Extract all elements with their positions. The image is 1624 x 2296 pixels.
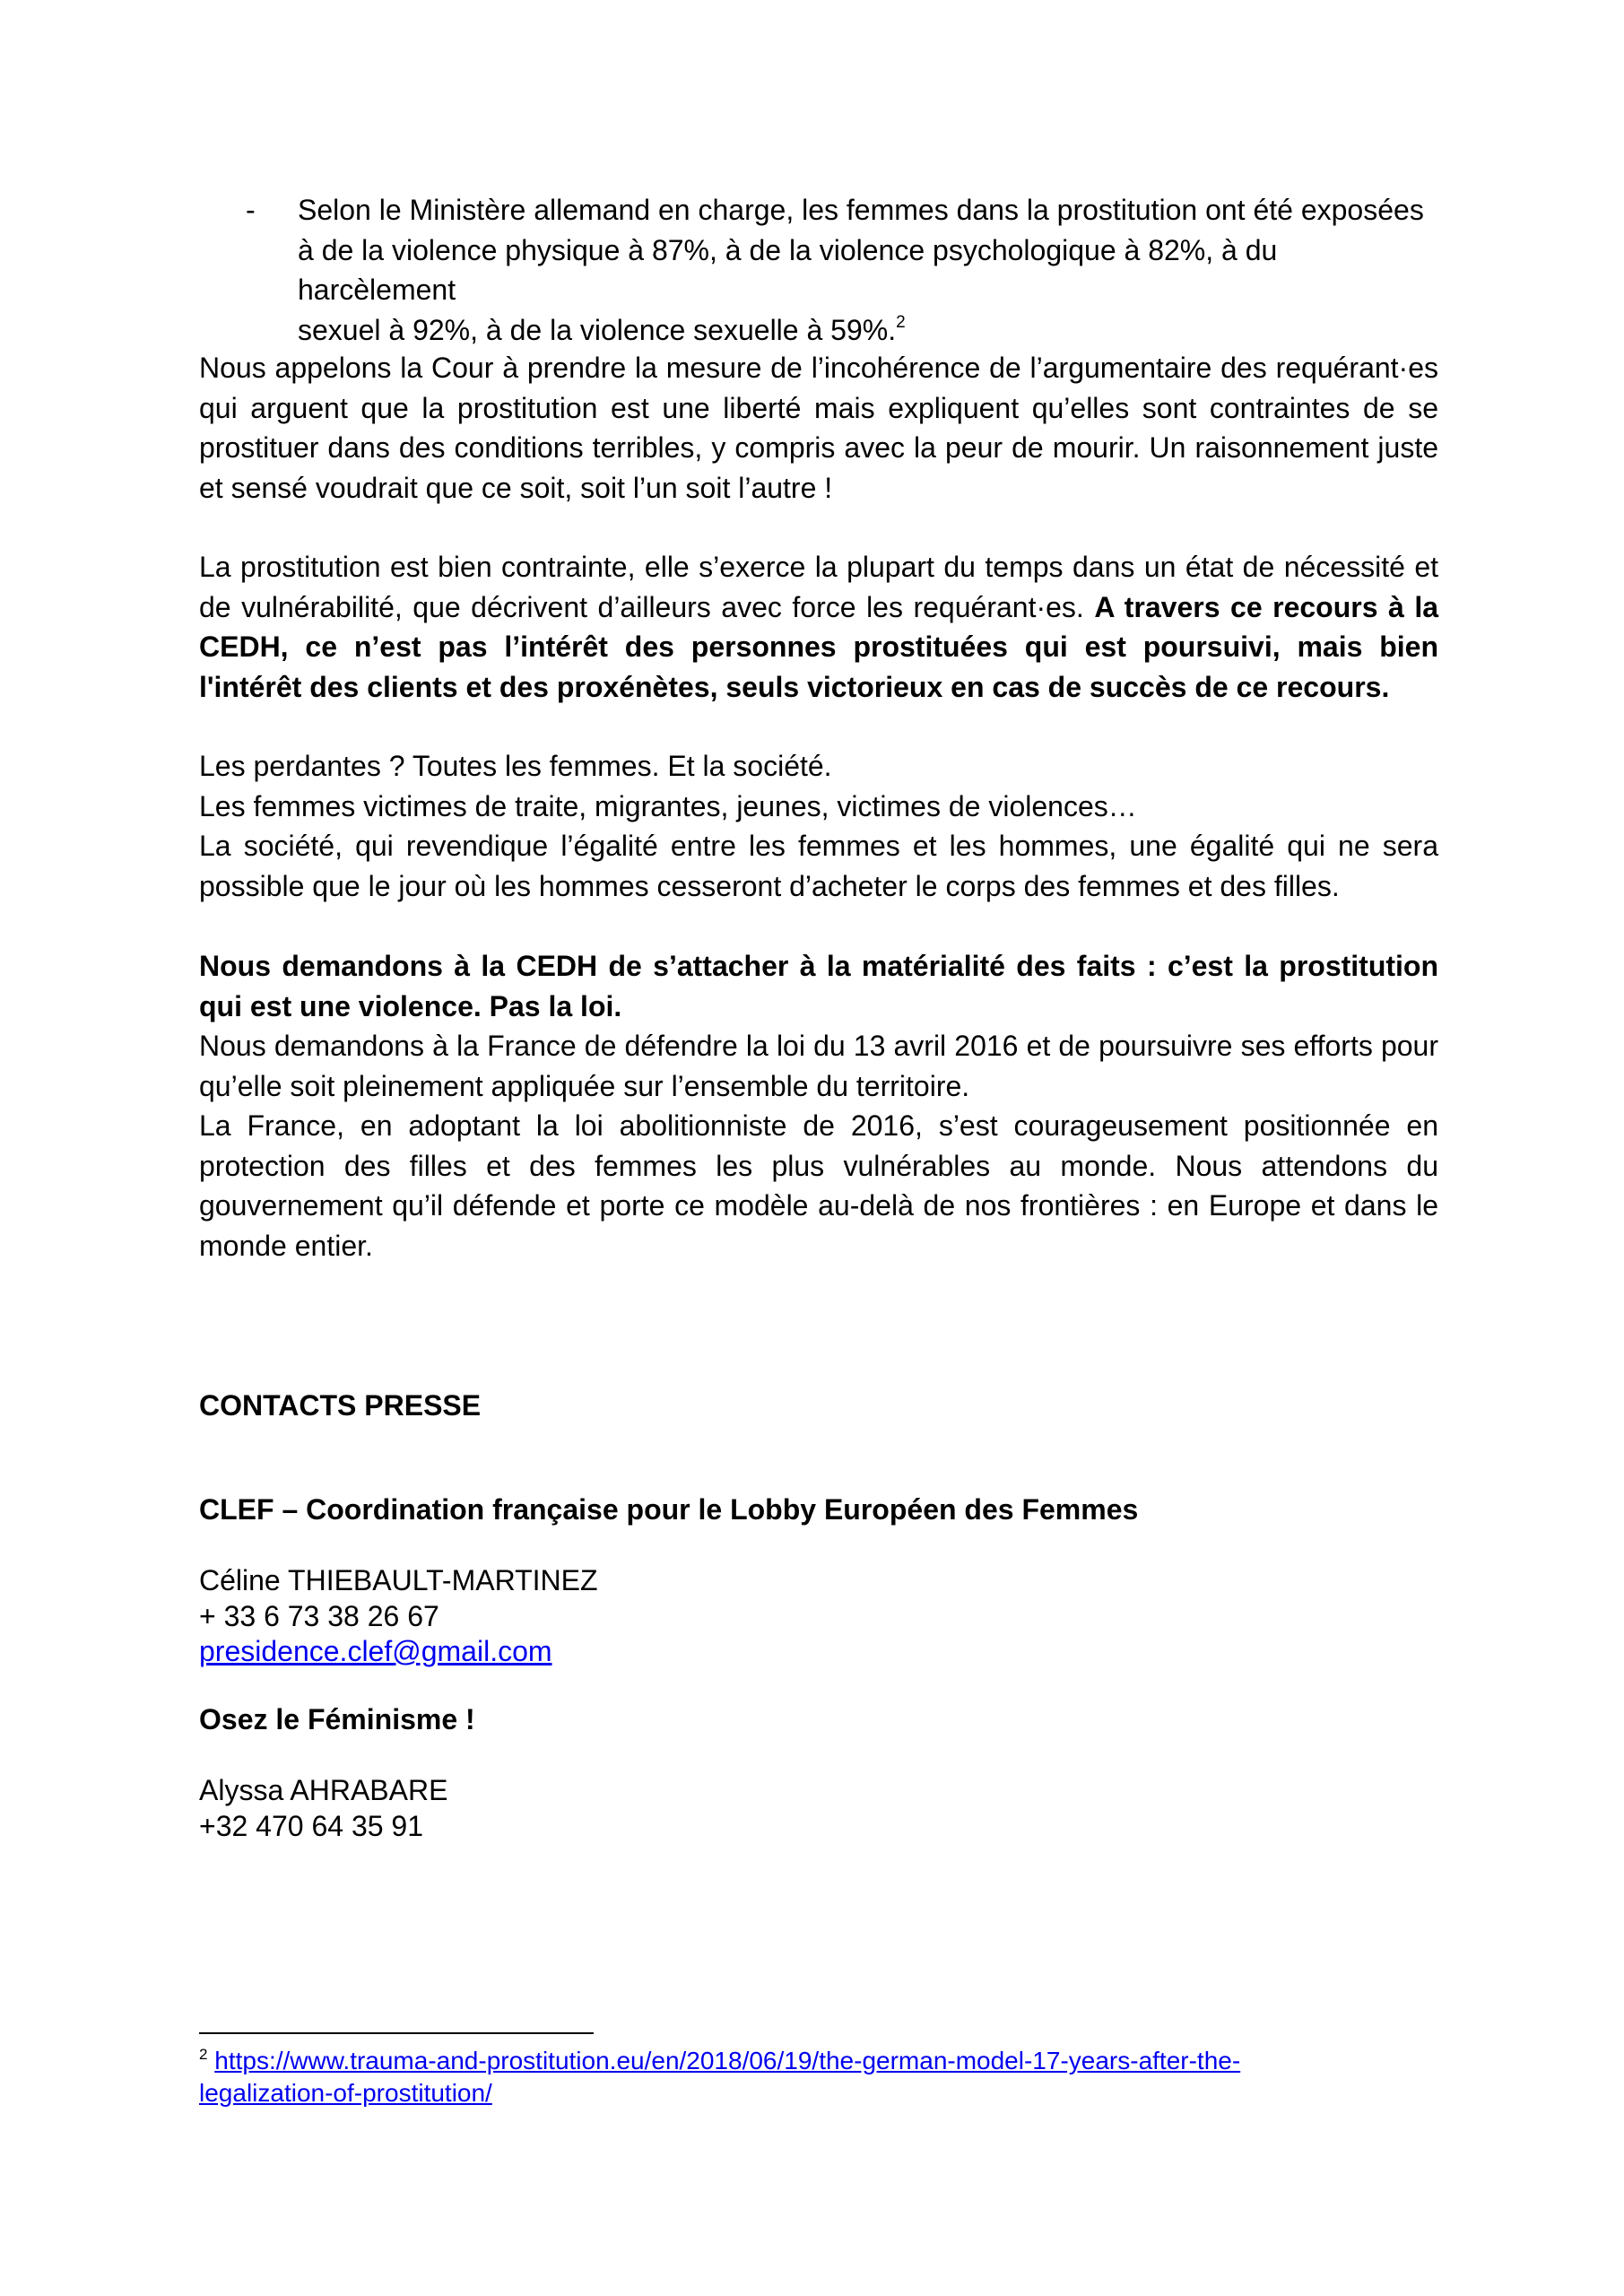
bullet-text	[298, 190, 1438, 350]
societe-line: La société, qui revendique l’égalité entre les femmes et les hommes, une égalité qui ne sera possible que le jour où les hommes cesseront d’acheter le corps des femmes et des filles.	[199, 830, 1438, 902]
paragraph-incoherence: Nous appelons la Cour à prendre la mesure de l’incohérence de l’argumentaire des requérant·es qui arguent que la prostitution est une liberté mais expliquent qu’elles sont contraintes de se prostituer dans des conditions terribles, y compris avec la peur de mourir. Un raisonnement juste et sensé voudrait que ce soit, soit l’un soit l’autre !	[199, 352, 1438, 504]
org-clef-name: CLEF – Coordination française pour le Lobby Européen des Femmes	[199, 1493, 1139, 1526]
paragraph-perdantes	[199, 746, 1438, 906]
bullet-marker: -	[246, 194, 256, 226]
bullet-line	[298, 310, 1438, 351]
contact-phone: + 33 6 73 38 26 67	[199, 1599, 439, 1632]
footnote-link-continued[interactable]: legalization-of-prostitution/	[199, 2079, 492, 2107]
contacts-heading: CONTACTS PRESSE	[199, 1389, 482, 1422]
paragraph-contrainte-bold: A travers ce recours à la CEDH, ce n’est pas l’intérêt des personnes prostituées qui est poursuivi, mais bien l'intérêt des clients et des proxénètes, seuls victorieux en cas de succès de ce recours.	[199, 590, 1439, 703]
footnote	[199, 2045, 1455, 2109]
contact-person: Alyssa AHRABARE	[199, 1774, 448, 1806]
bullet-line: Selon le Ministère allemand en charge, les femmes dans la prostitution ont été exposées	[298, 194, 1424, 226]
perdantes-line: Les perdantes ? Toutes les femmes. Et la société.	[199, 750, 832, 782]
footnote-link[interactable]: https://www.trauma-and-prostitution.eu/en/2018/06/19/the-german-model-17-years-after-the-	[214, 2047, 1241, 2074]
footnote-separator	[199, 2032, 594, 2034]
demande-france: Nous demandons à la France de défendre la loi du 13 avril 2016 et de poursuivre ses efforts pour qu’elle soit pleinement appliquée sur l’ensemble du territoire.	[199, 1030, 1438, 1102]
bullet-line: à de la violence physique à 87%, à de la violence psychologique à 82%, à du harcèlement	[298, 233, 1278, 306]
bullet-line-text: sexuel à 92%, à de la violence sexuelle à 59%.	[298, 313, 897, 346]
paragraph-contrainte	[199, 547, 1438, 707]
contact-person: Céline THIEBAULT-MARTINEZ	[199, 1564, 598, 1596]
paragraph-contrainte-text: La prostitution est bien contrainte, elle s’exerce la plupart du temps dans un état de nécessité et de vulnérabilité, que décrivent d’ailleurs avec force les requérant·es.	[199, 551, 1438, 623]
paragraph-demandes	[199, 946, 1438, 1265]
footnote-number: 2	[199, 2046, 208, 2063]
footnote-line	[199, 2045, 1455, 2077]
footnote-reference[interactable]: 2	[896, 312, 906, 332]
org-osez-name: Osez le Féminisme !	[199, 1703, 475, 1735]
contact-phone: +32 470 64 35 91	[199, 1809, 424, 1842]
contact-osez	[199, 1773, 447, 1844]
victimes-line: Les femmes victimes de traite, migrantes, jeunes, victimes de violences…	[199, 789, 1137, 822]
contact-clef	[199, 1563, 598, 1670]
demande-cedh: Nous demandons à la CEDH de s’attacher à la matérialité des faits : c’est la prostitution qui est une violence. Pas la loi.	[199, 950, 1438, 1022]
france-abolitionniste: La France, en adoptant la loi abolitionniste de 2016, s’est courageusement positionnée en protection des filles et des femmes les plus vulnérables au monde. Nous attendons du gouvernement qu’il défende et porte ce modèle au-delà de nos frontières : en Europe et dans le monde entier.	[199, 1109, 1438, 1262]
contact-email-link[interactable]: presidence.clef@gmail.com	[199, 1635, 552, 1667]
